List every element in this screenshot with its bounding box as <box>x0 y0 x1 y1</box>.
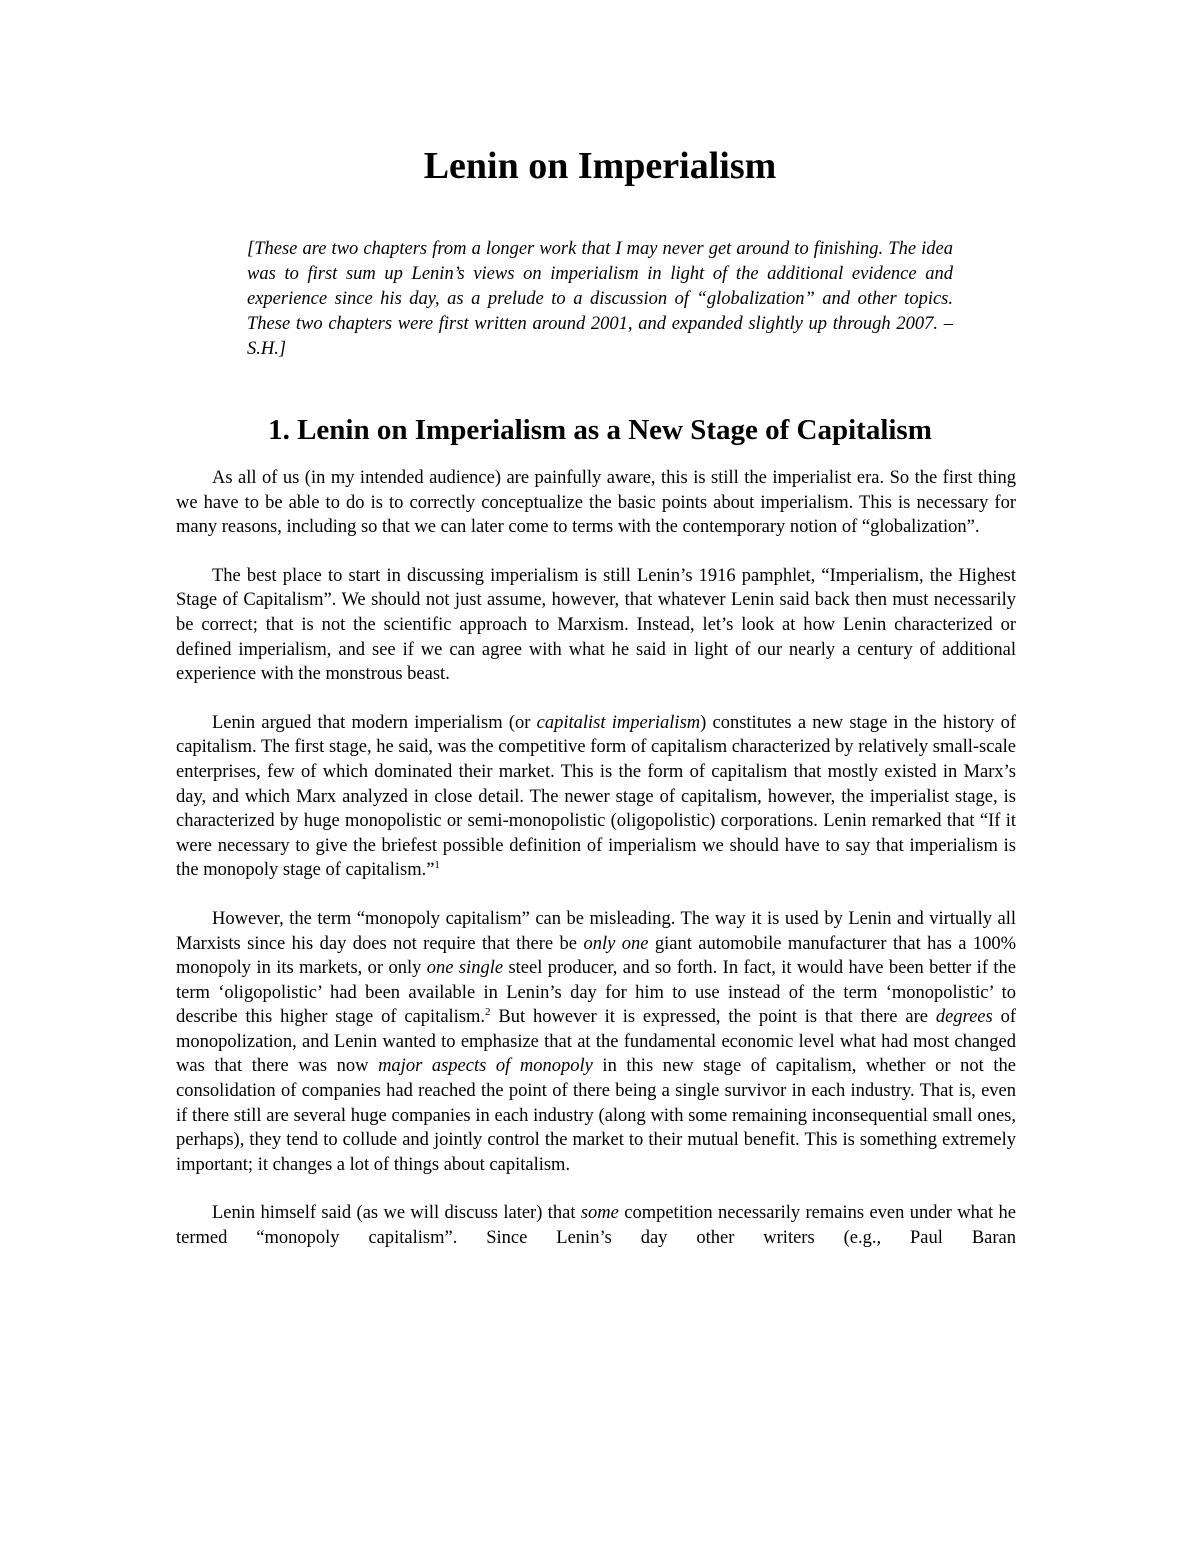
emphasis-major-aspects: major aspects of monopoly <box>378 1056 593 1077</box>
body-text <box>176 466 1016 1275</box>
paragraph-4-text-d: But however it is expressed, the point is that there are <box>490 1007 936 1028</box>
emphasis-one-single: one single <box>426 958 504 979</box>
emphasis-only-one: only one <box>583 933 649 954</box>
paragraph-4-text-c: steel producer, and so forth. In fact, it would have been better if the term ‘oligopolistic’ had been available in Lenin’s day for him to use instead of the term ‘monopolistic’ to describe this higher stage of capitalism. <box>176 958 1016 1028</box>
paragraph-4-text-e: of monopolization, and Lenin wanted to emphasize that at the fundamental economic level what had most changed was that there was now <box>176 1007 1016 1077</box>
document-title: Lenin on Imperialism <box>423 145 777 187</box>
paragraph-5-text-a: Lenin himself said (as we will discuss later) that <box>212 1203 581 1224</box>
paragraph-4-text-b: giant automobile manufacturer that has a 100% monopoly in its markets, or only <box>176 933 1017 979</box>
emphasis-some: some <box>580 1203 619 1224</box>
paragraph-4 <box>176 907 1016 1178</box>
preface-note: [These are two chapters from a longer work that I may never get around to finishing. The idea was to first sum up Lenin’s views on imperialism in light of the additional evidence and experience since his day, as a prelude to a discussion of “globalization” and other topics. These two chapters were first written around 2001, and expanded slightly up through 2007. –S.H.] <box>247 239 953 359</box>
emphasis-degrees: degrees <box>935 1007 993 1028</box>
section-heading: 1. Lenin on Imperialism as a New Stage of Capitalism <box>268 414 932 446</box>
emphasis-capitalist-imperialism: capitalist imperialism <box>536 712 701 733</box>
paragraph-3-text-a: Lenin argued that modern imperialism (or <box>212 712 537 733</box>
paragraph-2: The best place to start in discussing imperialism is still Lenin’s 1916 pamphlet, “Imperialism, the Highest Stage of Capitalism”. We should not just assume, however, that whatever Lenin said back then must necessarily be correct; that is not the scientific approach to Marxism. Instead, let’s look at how Lenin characterized or defined imperialism, and see if we can agree with what he said in light of our nearly a century of additional experience with the monstrous beast. <box>176 565 1016 685</box>
footnote-marker-1: 1 <box>434 859 440 872</box>
paragraph-3 <box>176 711 1016 883</box>
paragraph-3-text-b: ) constitutes a new stage in the history of capitalism. The first stage, he said, was the competitive form of capitalism characterized by relatively small-scale enterprises, few of which dominated their market. This is the form of capitalism that mostly existed in Marx’s day, and which Marx analyzed in close detail. The newer stage of capitalism, however, the imperialist stage, is characterized by huge monopolistic or semi-monopolistic (oligopolistic) corporations. Lenin remarked that “If it were necessary to give the briefest possible definition of imperialism we should have to say that imperialism is the monopoly stage of capitalism.” <box>176 712 1016 881</box>
paragraph-5-text-b: competition necessarily remains even under what he termed “monopoly capitalism”. Since Lenin’s day other writers (e.g., Paul Baran <box>176 1203 1016 1249</box>
paragraph-1: As all of us (in my intended audience) are painfully aware, this is still the imperialist era. So the first thing we have to be able to do is to correctly conceptualize the basic points about imperialism. This is necessary for many reasons, including so that we can later come to terms with the contemporary notion of “globalization”. <box>176 468 1016 538</box>
paragraph-5 <box>176 1201 1016 1250</box>
paragraph-4-text-a: However, the term “monopoly capitalism” can be misleading. The way it is used by Lenin and virtually all Marxists since his day does not require that there be <box>176 908 1016 954</box>
footnote-marker-2: 2 <box>485 1006 491 1019</box>
paragraph-4-text-f: in this new stage of capitalism, whether or not the consolidation of companies had reached the point of there being a single survivor in each industry. That is, even if there still are several huge companies in each industry (along with some remaining inconsequential small ones, perhaps), they tend to collude and jointly control the market to their mutual benefit. This is something extremely important; it changes a lot of things about capitalism. <box>176 1056 1016 1175</box>
